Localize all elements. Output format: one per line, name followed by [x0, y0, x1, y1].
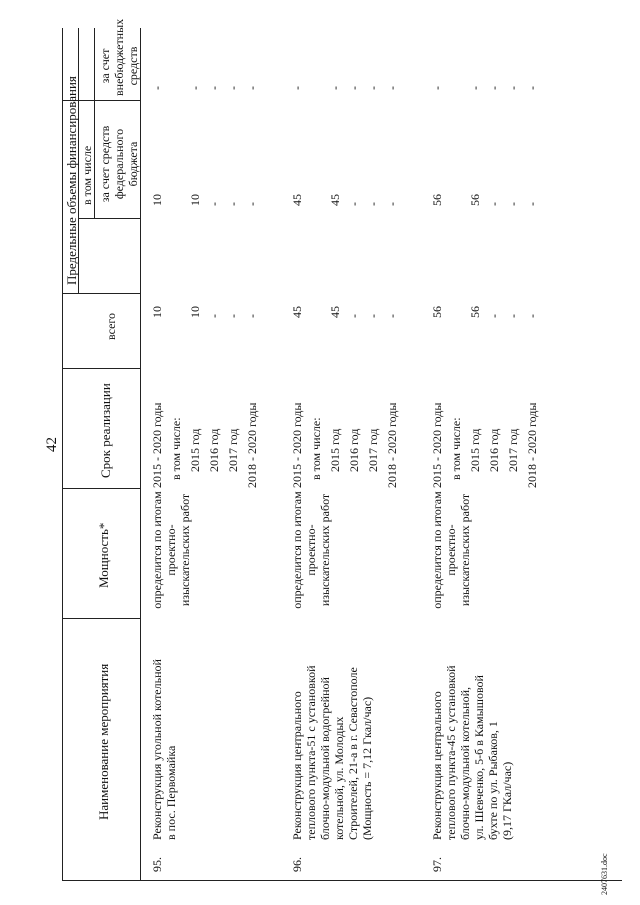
- header-including: в том числе: [80, 145, 94, 205]
- row-federal-value: -: [525, 202, 539, 206]
- row-term: 2016 год: [487, 428, 501, 472]
- row-number: 97.: [430, 857, 444, 872]
- row-extra-value: -: [506, 86, 520, 90]
- row-total-value: 10: [188, 306, 202, 318]
- hdr-including: [80, 55, 95, 205]
- hdr-extrabudget: за счет внебюджетных средств: [98, 18, 140, 96]
- row-total-value: -: [506, 314, 520, 318]
- row-capacity: определится по итогам проектно- изыскательских работ: [150, 491, 192, 609]
- row-federal-value: 10: [188, 194, 202, 206]
- header-funding: Предельные объемы финансирования: [64, 76, 79, 285]
- row-federal-value: -: [207, 202, 221, 206]
- row-extra-value: -: [207, 86, 221, 90]
- row-extra-value: -: [290, 86, 304, 90]
- row-federal-value: 56: [430, 194, 444, 206]
- row-extra-value: -: [150, 86, 164, 90]
- row-extra-value: -: [487, 86, 501, 90]
- hdr-term: Срок реализации: [98, 383, 113, 478]
- row-term: 2015 - 2020 годы: [430, 402, 444, 488]
- row-capacity: определится по итогам проектно- изыскательских работ: [430, 491, 472, 609]
- col-sep-federal: [78, 218, 141, 219]
- row-federal-value: -: [506, 202, 520, 206]
- row-term: 2016 год: [207, 428, 221, 472]
- hdr-capacity: Мощность*: [96, 522, 111, 588]
- row-extra-value: -: [525, 86, 539, 90]
- page-number-visible: 42: [44, 437, 60, 452]
- frame-row95-bottom: [285, 28, 286, 880]
- row-term: 2015 - 2020 годы: [150, 402, 164, 488]
- row-total-value: -: [525, 314, 539, 318]
- row-capacity: определится по итогам проектно- изыскательских работ: [290, 491, 332, 609]
- row-name: Реконструкция центрального теплового пункта-51 с установкой блочно-модульной водогрейной котельной, ул. Молодых Строителей, 21-а в г. Севастополе (Мощность = 7,12 Гкал/час): [290, 665, 374, 840]
- hdr-federal: за счет средств федерального бюджета: [98, 125, 140, 203]
- row-extra-value: -: [468, 86, 482, 90]
- frame-header-sep: [140, 28, 141, 880]
- row-total-value: -: [366, 314, 380, 318]
- col-sep-name: [62, 618, 141, 619]
- row-federal-value: -: [245, 202, 259, 206]
- row-term: в том числе:: [169, 417, 183, 480]
- row-federal-value: -: [385, 202, 399, 206]
- row-extra-value: -: [245, 86, 259, 90]
- row-federal-value: -: [487, 202, 501, 206]
- hdr-name: Наименование мероприятия: [96, 663, 111, 820]
- row-term: 2017 год: [226, 428, 240, 472]
- row-federal-value: 56: [468, 194, 482, 206]
- row-total-value: -: [487, 314, 501, 318]
- row-extra-value: -: [366, 86, 380, 90]
- row-federal-value: 45: [328, 194, 342, 206]
- row-term: 2018 - 2020 годы: [245, 402, 259, 488]
- hdr-funding: [64, 35, 80, 285]
- row-total-value: -: [207, 314, 221, 318]
- row-extra-value: -: [430, 86, 444, 90]
- row-total-value: -: [226, 314, 240, 318]
- row-term: 2015 год: [328, 428, 342, 472]
- row-term: 2018 - 2020 годы: [525, 402, 539, 488]
- row-federal-value: -: [347, 202, 361, 206]
- row-extra-value: -: [385, 86, 399, 90]
- row-total-value: -: [245, 314, 259, 318]
- row-total-value: 45: [290, 306, 304, 318]
- frame-bottom: [62, 880, 622, 881]
- row-term: в том числе:: [449, 417, 463, 480]
- row-extra-value: -: [188, 86, 202, 90]
- row-extra-value: -: [347, 86, 361, 90]
- row-name: Реконструкция центрального теплового пункта-45 с установкой блочно-модульной котельной, ул. Шевченко, 5-б в Камышовой бухте по ул. Рыбаков, 1 (9,17 ГКал/час): [430, 665, 514, 840]
- row-term: 2016 год: [347, 428, 361, 472]
- row-term: в том числе:: [309, 417, 323, 480]
- row-total-value: 10: [150, 306, 164, 318]
- row-total-value: 56: [468, 306, 482, 318]
- row-term: 2017 год: [506, 428, 520, 472]
- row-total-value: 56: [430, 306, 444, 318]
- row-number: 96.: [290, 857, 304, 872]
- hdr-total: всего: [104, 312, 118, 340]
- row-term: 2015 год: [188, 428, 202, 472]
- frame-left: [62, 28, 63, 880]
- row-term: 2015 - 2020 годы: [290, 402, 304, 488]
- row-term: 2017 год: [366, 428, 380, 472]
- row-term: 2018 - 2020 годы: [385, 402, 399, 488]
- row-total-value: -: [347, 314, 361, 318]
- row-federal-value: 10: [150, 194, 164, 206]
- footer-id: 2407631.doc: [600, 853, 609, 895]
- row-term: 2015 год: [468, 428, 482, 472]
- col-sep-total: [62, 293, 141, 294]
- row-federal-value: -: [226, 202, 240, 206]
- row-federal-value: -: [366, 202, 380, 206]
- row-number: 95.: [150, 857, 164, 872]
- row-extra-value: -: [226, 86, 240, 90]
- row-name: Реконструкция угольной котельной в пос. Первомайка: [150, 659, 178, 840]
- row-extra-value: -: [328, 86, 342, 90]
- row-total-value: 45: [328, 306, 342, 318]
- row-federal-value: 45: [290, 194, 304, 206]
- row-total-value: -: [385, 314, 399, 318]
